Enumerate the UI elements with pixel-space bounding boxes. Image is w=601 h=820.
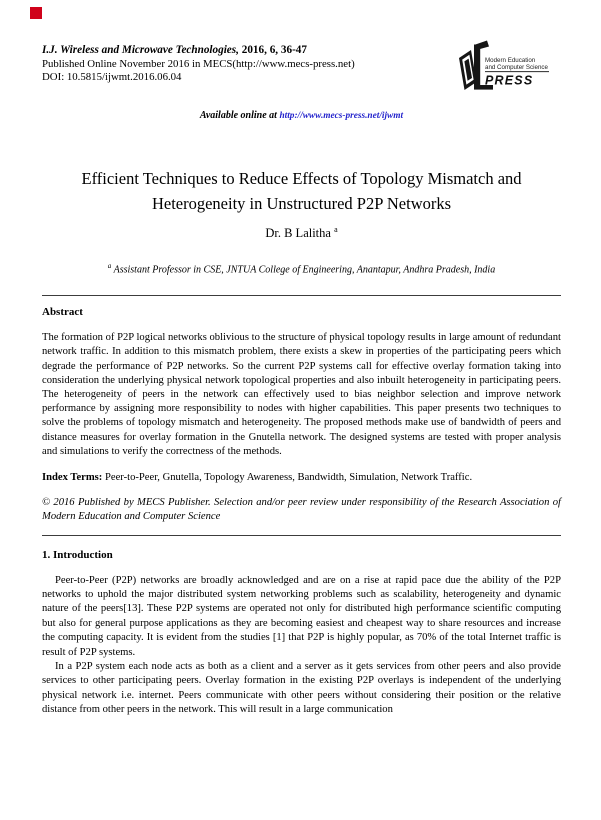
available-online-prefix: Available online at [199, 109, 280, 121]
doi-line: DOI: 10.5815/ijwmt.2016.06.04 [42, 71, 182, 84]
journal-title: I.J. Wireless and Microwave Technologies, [42, 44, 239, 56]
introduction-paragraph-2: In a P2P system each node acts as both as a client and a server as it gets services from other peers and also provide services to other participating peers. Overlay formation in the existing P2P overlays is independent of the underlying physical network i.e. internet. Peers communicate with other peers without considering their position or the relative distance from other peers in the network. This will result in a large communication [42, 660, 561, 716]
journal-header-text [42, 44, 462, 85]
affiliation-mark: a [107, 261, 112, 270]
logo-press-text: PRESS [485, 73, 534, 88]
introduction-body [42, 574, 561, 718]
index-terms-label: Index Terms: [42, 472, 103, 484]
index-terms-text: Peer-to-Peer, Gnutella, Topology Awareness, Bandwidth, Simulation, Network Traffic. [102, 472, 473, 484]
author-line [42, 225, 561, 241]
journal-citation-line [42, 44, 462, 58]
logo-text-line2: and Computer Science [485, 64, 548, 71]
abstract-body: The formation of P2P logical networks oblivious to the structure of physical topology results in large amount of redundant network traffic. In addition to this mismatch problem, there exists a skew in properties of the participating peers which degrade the performance of P2P networks. So the current P2P systems call for effective overlay formation taking into consideration the underlying physical network topological properties and also inbuilt heterogeneity in participating peers. The heterogeneity of peers in the network can effectively used to bias neighbor selection and improve network performance by assigning more responsibility to nodes with higher capabilities. This paper presents two techniques to solve the problems of topology mismatch and heterogeneity. The proposed methods make use of bandwidth of peers and distance measures for overlay formation in the Gnutella network. The designed systems are tested with proper analysis and simulations to verify the correctness of the methods. [42, 332, 561, 457]
mecs-press-logo [445, 36, 559, 98]
introduction-heading: 1. Introduction [42, 548, 113, 561]
paper-title: Efficient Techniques to Reduce Effects of Topology Mismatch and Heterogeneity in Unstructured P2P Networks [81, 168, 522, 213]
published-online-line: Published Online November 2016 in MECS(http://www.mecs-press.net) [42, 57, 355, 70]
available-online-line [42, 110, 561, 121]
author-affiliation-mark: a [334, 224, 338, 234]
divider-top [42, 295, 561, 296]
introduction-paragraph-1: Peer-to-Peer (P2P) networks are broadly acknowledged and are on a rise at rapid pace due the ability of the P2P networks to uphold the major distributed system networking problems such as scalability, heterogeneity and dynamic nature of the peers[13]. These P2P systems are operated not only for distributed high performance scientific computing but also for general purpose applications as they are becoming easiest and cheapest way to share resources and increase the computing capacity. It is evident from the studies [1] that P2P is highly popular, as 70% of the total Internet traffic is result of P2P systems. [42, 574, 561, 658]
abstract-heading: Abstract [42, 306, 83, 319]
logo-text-line1: Modern Education [485, 57, 536, 64]
copyright-notice: © 2016 Published by MECS Publisher. Selection and/or peer review under responsibility of the Research Association of Modern Education and Computer Science [42, 497, 561, 523]
author-name: Dr. B Lalitha [265, 225, 335, 240]
divider-bottom [42, 535, 561, 536]
affiliation-text: Assistant Professor in CSE, JNTUA College of Engineering, Anantapur, Andhra Pradesh, India [111, 264, 496, 276]
affiliation-line [42, 262, 561, 275]
journal-issue-info: 2016, 6, 36-47 [238, 44, 307, 56]
available-online-link[interactable]: http://www.mecs-press.net/ijwmt [279, 110, 404, 121]
journal-header [42, 44, 561, 88]
index-terms-line [42, 472, 561, 483]
